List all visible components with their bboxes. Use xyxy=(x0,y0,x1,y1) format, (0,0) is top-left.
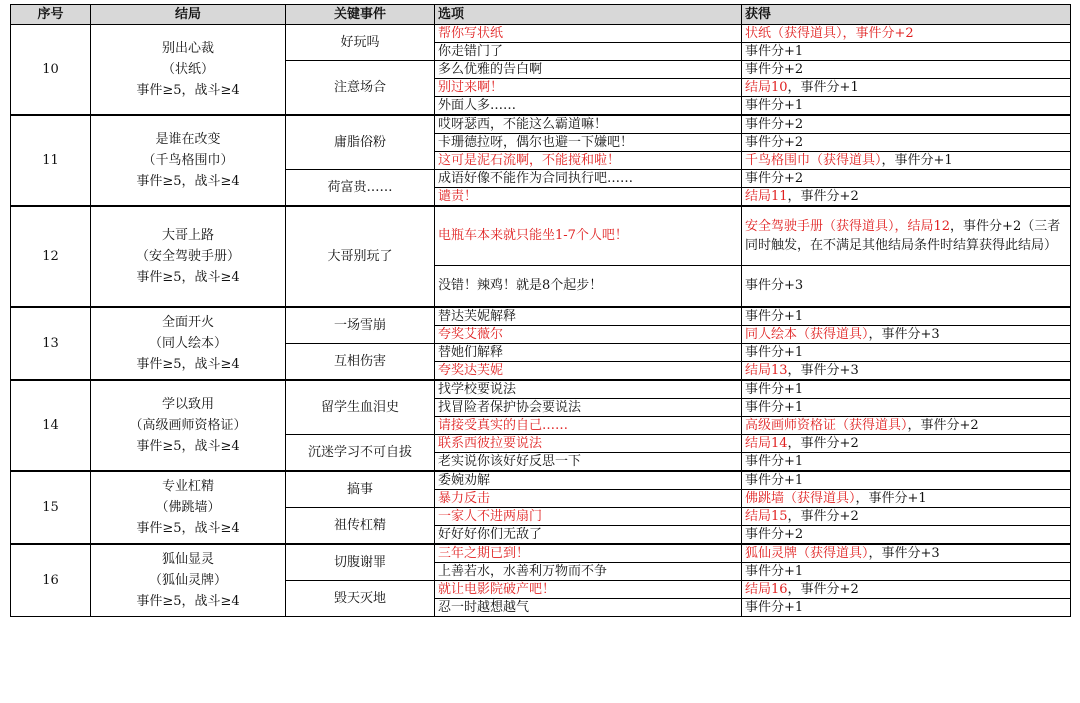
option-cell: 外面人多…… xyxy=(435,97,742,116)
option-cell: 替她们解释 xyxy=(435,344,742,362)
gain-cell: 事件分+1 xyxy=(742,563,1071,581)
ending-item: （安全驾驶手册） xyxy=(135,249,240,264)
gain-cell xyxy=(742,206,1071,266)
gain-cell: 事件分+1 xyxy=(742,344,1071,362)
option-cell: 委婉劝解 xyxy=(435,471,742,490)
gain-cell: 事件分+1 xyxy=(742,471,1071,490)
gain-cell: 事件分+1 xyxy=(742,453,1071,472)
gain-cell: 事件分+1 xyxy=(742,97,1071,116)
option-cell: 一家人不进两扇门 xyxy=(435,508,742,526)
option-cell: 哎呀瑟西，不能这么霸道嘛！ xyxy=(435,115,742,134)
option-cell: 多么优雅的告白啊 xyxy=(435,61,742,79)
ending-cell xyxy=(91,380,286,471)
ending-cell xyxy=(91,544,286,617)
ending-condition: 事件≥5，战斗≥4 xyxy=(136,270,240,285)
ending-item: （状纸） xyxy=(161,62,214,77)
ending-number: 11 xyxy=(11,115,91,206)
option-cell: 这可是泥石流啊，不能搅和啦！ xyxy=(435,152,742,170)
ending-cell xyxy=(91,115,286,206)
header-option: 选项 xyxy=(435,5,742,25)
option-cell: 找学校要说法 xyxy=(435,380,742,399)
gain-highlight: 安全驾驶手册（获得道具），结局12 xyxy=(745,219,951,234)
event-name: 沉迷学习不可自拔 xyxy=(286,435,435,472)
gain-cell: 事件分+1 xyxy=(742,380,1071,399)
option-cell: 没错！辣鸡！就是8个起步！ xyxy=(435,266,742,308)
option-cell: 谴责！ xyxy=(435,188,742,207)
table-row xyxy=(11,544,1071,563)
ending-number: 13 xyxy=(11,307,91,380)
gain-highlight: 结局15 xyxy=(745,508,788,524)
event-name: 注意场合 xyxy=(286,61,435,116)
table-row xyxy=(11,307,1071,326)
header-gain: 获得 xyxy=(742,5,1071,25)
option-cell: 老实说你该好好反思一下 xyxy=(435,453,742,472)
option-cell: 三年之期已到！ xyxy=(435,544,742,563)
table-row xyxy=(11,25,1071,43)
ending-item: （同人绘本） xyxy=(148,336,227,351)
gain-cell xyxy=(742,188,1071,207)
header-event: 关键事件 xyxy=(286,5,435,25)
gain-rest: ，事件分+2 xyxy=(787,435,859,451)
ending-item: （高级画师资格证） xyxy=(129,418,247,433)
gain-cell xyxy=(742,490,1071,508)
option-cell: 就让电影院破产吧！ xyxy=(435,581,742,599)
ending-number: 10 xyxy=(11,25,91,116)
ending-name: 大哥上路 xyxy=(161,228,214,243)
option-cell: 卡珊德拉呀，偶尔也避一下嫌吧！ xyxy=(435,134,742,152)
option-cell: 夸奖达芙妮 xyxy=(435,362,742,381)
ending-condition: 事件≥5，战斗≥4 xyxy=(136,357,240,372)
option-cell: 帮你写状纸 xyxy=(435,25,742,43)
table-row xyxy=(11,471,1071,490)
ending-condition: 事件≥5，战斗≥4 xyxy=(136,521,240,536)
header-ending: 结局 xyxy=(91,5,286,25)
gain-cell xyxy=(742,581,1071,599)
option-cell: 替达芙妮解释 xyxy=(435,307,742,326)
gain-highlight: 千鸟格围巾（获得道具） xyxy=(745,152,882,168)
event-name: 大哥别玩了 xyxy=(286,206,435,307)
option-cell: 成语好像不能作为合同执行吧…… xyxy=(435,170,742,188)
gain-highlight: 结局10 xyxy=(745,79,788,95)
event-name: 一场雪崩 xyxy=(286,307,435,344)
gain-rest: ，事件分+2 xyxy=(907,417,979,433)
event-name: 留学生血泪史 xyxy=(286,380,435,435)
gain-cell: 事件分+1 xyxy=(742,43,1071,61)
gain-cell xyxy=(742,417,1071,435)
header-no: 序号 xyxy=(11,5,91,25)
event-name: 切腹谢罪 xyxy=(286,544,435,581)
gain-cell: 事件分+1 xyxy=(742,307,1071,326)
ending-number: 12 xyxy=(11,206,91,307)
ending-cell xyxy=(91,206,286,307)
ending-name: 全面开火 xyxy=(161,315,214,330)
table-row xyxy=(11,115,1071,134)
header-row xyxy=(11,5,1071,25)
ending-name: 学以致用 xyxy=(161,397,214,412)
gain-cell: 事件分+1 xyxy=(742,399,1071,417)
ending-condition: 事件≥5，战斗≥4 xyxy=(136,439,240,454)
gain-highlight: 佛跳墙（获得道具） xyxy=(745,490,856,506)
ending-cell xyxy=(91,471,286,544)
table-row xyxy=(11,380,1071,399)
gain-highlight: 狐仙灵牌（获得道具） xyxy=(745,545,869,561)
ending-condition: 事件≥5，战斗≥4 xyxy=(136,174,240,189)
ending-number: 15 xyxy=(11,471,91,544)
gain-highlight: 高级画师资格证（获得道具） xyxy=(745,417,908,433)
option-cell: 请接受真实的自己…… xyxy=(435,417,742,435)
gain-cell: 事件分+3 xyxy=(742,266,1071,308)
gain-rest: ，事件分+3 xyxy=(868,326,940,342)
ending-number: 16 xyxy=(11,544,91,617)
ending-number: 14 xyxy=(11,380,91,471)
ending-condition: 事件≥5，战斗≥4 xyxy=(136,594,240,609)
option-cell: 你走错门了 xyxy=(435,43,742,61)
gain-rest: ，事件分+1 xyxy=(855,490,927,506)
ending-cell xyxy=(91,307,286,380)
gain-rest: ，事件分+1 xyxy=(787,79,859,95)
gain-cell xyxy=(742,435,1071,453)
event-name: 好玩吗 xyxy=(286,25,435,61)
gain-rest: ，事件分+2（三者同时触发，在不满足其他结局条件时结算获得此结局） xyxy=(745,219,1061,253)
option-cell: 联系西彼拉要说法 xyxy=(435,435,742,453)
gain-cell: 事件分+2 xyxy=(742,526,1071,545)
gain-cell xyxy=(742,152,1071,170)
event-name: 庸脂俗粉 xyxy=(286,115,435,170)
gain-cell: 事件分+2 xyxy=(742,170,1071,188)
gain-cell: 事件分+2 xyxy=(742,134,1071,152)
gain-cell xyxy=(742,326,1071,344)
gain-cell xyxy=(742,508,1071,526)
ending-name: 是谁在改变 xyxy=(155,132,221,147)
option-cell: 别过来啊！ xyxy=(435,79,742,97)
gain-highlight: 结局16 xyxy=(745,581,788,597)
gain-rest: ，事件分+2 xyxy=(787,508,859,524)
option-cell: 夸奖艾薇尔 xyxy=(435,326,742,344)
ending-item: （狐仙灵牌） xyxy=(148,573,227,588)
option-cell: 好好好你们无敌了 xyxy=(435,526,742,545)
option-cell: 忍一时越想越气 xyxy=(435,599,742,617)
option-cell: 找冒险者保护协会要说法 xyxy=(435,399,742,417)
gain-cell: 事件分+2 xyxy=(742,115,1071,134)
gain-cell: 状纸（获得道具），事件分+2 xyxy=(742,25,1071,43)
gain-rest: ，事件分+2 xyxy=(787,188,859,204)
event-name: 荷富贵…… xyxy=(286,170,435,207)
endings-table xyxy=(10,4,1071,617)
gain-cell xyxy=(742,79,1071,97)
gain-highlight: 结局11 xyxy=(745,188,788,204)
ending-name: 别出心裁 xyxy=(161,41,214,56)
ending-name: 专业杠精 xyxy=(161,479,214,494)
ending-cell xyxy=(91,25,286,116)
gain-rest: ，事件分+2 xyxy=(787,581,859,597)
gain-rest: ，事件分+3 xyxy=(787,362,859,378)
ending-item: （佛跳墙） xyxy=(155,500,221,515)
gain-highlight: 结局14 xyxy=(745,435,788,451)
ending-condition: 事件≥5，战斗≥4 xyxy=(136,83,240,98)
gain-rest: ，事件分+1 xyxy=(881,152,953,168)
gain-cell xyxy=(742,544,1071,563)
table-body xyxy=(11,25,1071,617)
ending-name: 狐仙显灵 xyxy=(161,552,214,567)
table-row xyxy=(11,206,1071,266)
option-cell: 暴力反击 xyxy=(435,490,742,508)
gain-cell xyxy=(742,362,1071,381)
gain-highlight: 结局13 xyxy=(745,362,788,378)
ending-item: （千鸟格围巾） xyxy=(142,153,234,168)
event-name: 毁天灭地 xyxy=(286,581,435,617)
option-cell: 电瓶车本来就只能坐1-7个人吧！ xyxy=(435,206,742,266)
gain-rest: ，事件分+3 xyxy=(868,545,940,561)
gain-cell: 事件分+1 xyxy=(742,599,1071,617)
event-name: 祖传杠精 xyxy=(286,508,435,545)
gain-highlight: 同人绘本（获得道具） xyxy=(745,326,869,342)
option-cell: 上善若水，水善利万物而不争 xyxy=(435,563,742,581)
event-name: 搞事 xyxy=(286,471,435,508)
event-name: 互相伤害 xyxy=(286,344,435,381)
gain-cell: 事件分+2 xyxy=(742,61,1071,79)
